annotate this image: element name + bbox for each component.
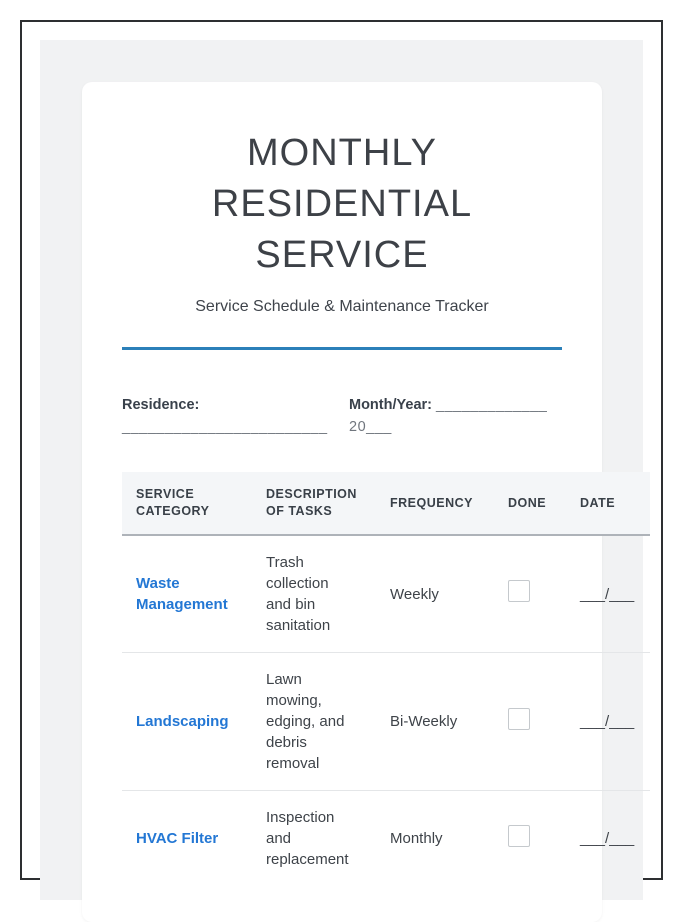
month-year-field bbox=[349, 394, 562, 438]
category-link[interactable]: HVAC Filter bbox=[136, 830, 219, 847]
task-description: Lawn mowing, edging, and debris removal bbox=[266, 671, 345, 772]
date-blank-line: ___/___ bbox=[580, 713, 635, 730]
document-card bbox=[82, 82, 635, 922]
done-checkbox[interactable] bbox=[508, 825, 530, 847]
task-description: Inspection and replacement bbox=[266, 809, 349, 868]
col-header-description: DESCRIPTION OF TASKS bbox=[252, 472, 376, 535]
category-link[interactable]: Waste Management bbox=[136, 575, 228, 613]
frequency-value: Monthly bbox=[390, 830, 443, 847]
table-row-landscaping bbox=[122, 653, 650, 791]
category-link[interactable]: Landscaping bbox=[136, 713, 229, 730]
document-header bbox=[82, 82, 602, 438]
col-header-service-category: SERVICE CATEGORY bbox=[122, 472, 252, 535]
residence-label: Residence: bbox=[122, 397, 200, 413]
residence-blank-line: ________________________ bbox=[122, 419, 328, 435]
month-year-line bbox=[349, 394, 562, 416]
frequency-value: Bi-Weekly bbox=[390, 713, 458, 730]
col-header-done: DONE bbox=[494, 472, 572, 535]
col-header-date: DATE bbox=[572, 472, 650, 535]
table-row-hvac-filter bbox=[122, 791, 650, 887]
table-header-row bbox=[122, 472, 650, 535]
frequency-value: Weekly bbox=[390, 585, 439, 603]
done-checkbox[interactable] bbox=[508, 580, 530, 602]
page-title: MONTHLY RESIDENTIAL SERVICE bbox=[211, 132, 473, 276]
table-row-waste-management bbox=[122, 535, 650, 653]
col-header-frequency: FREQUENCY bbox=[376, 472, 494, 535]
page-background bbox=[40, 40, 643, 900]
year-blank-line: 20___ bbox=[349, 419, 392, 435]
month-year-blank-line: _____________ bbox=[436, 397, 548, 413]
accent-divider bbox=[122, 347, 562, 350]
residence-field bbox=[122, 394, 335, 438]
page-subtitle: Service Schedule & Maintenance Tracker bbox=[195, 298, 489, 315]
task-description: Trash collection and bin sanitation bbox=[266, 554, 331, 634]
date-blank-line: ___/___ bbox=[580, 585, 635, 603]
service-table bbox=[122, 472, 650, 886]
page-frame bbox=[20, 20, 663, 880]
month-year-label: Month/Year: bbox=[349, 397, 432, 413]
done-checkbox[interactable] bbox=[508, 708, 530, 730]
fill-in-form bbox=[122, 394, 562, 438]
date-blank-line: ___/___ bbox=[580, 830, 635, 847]
